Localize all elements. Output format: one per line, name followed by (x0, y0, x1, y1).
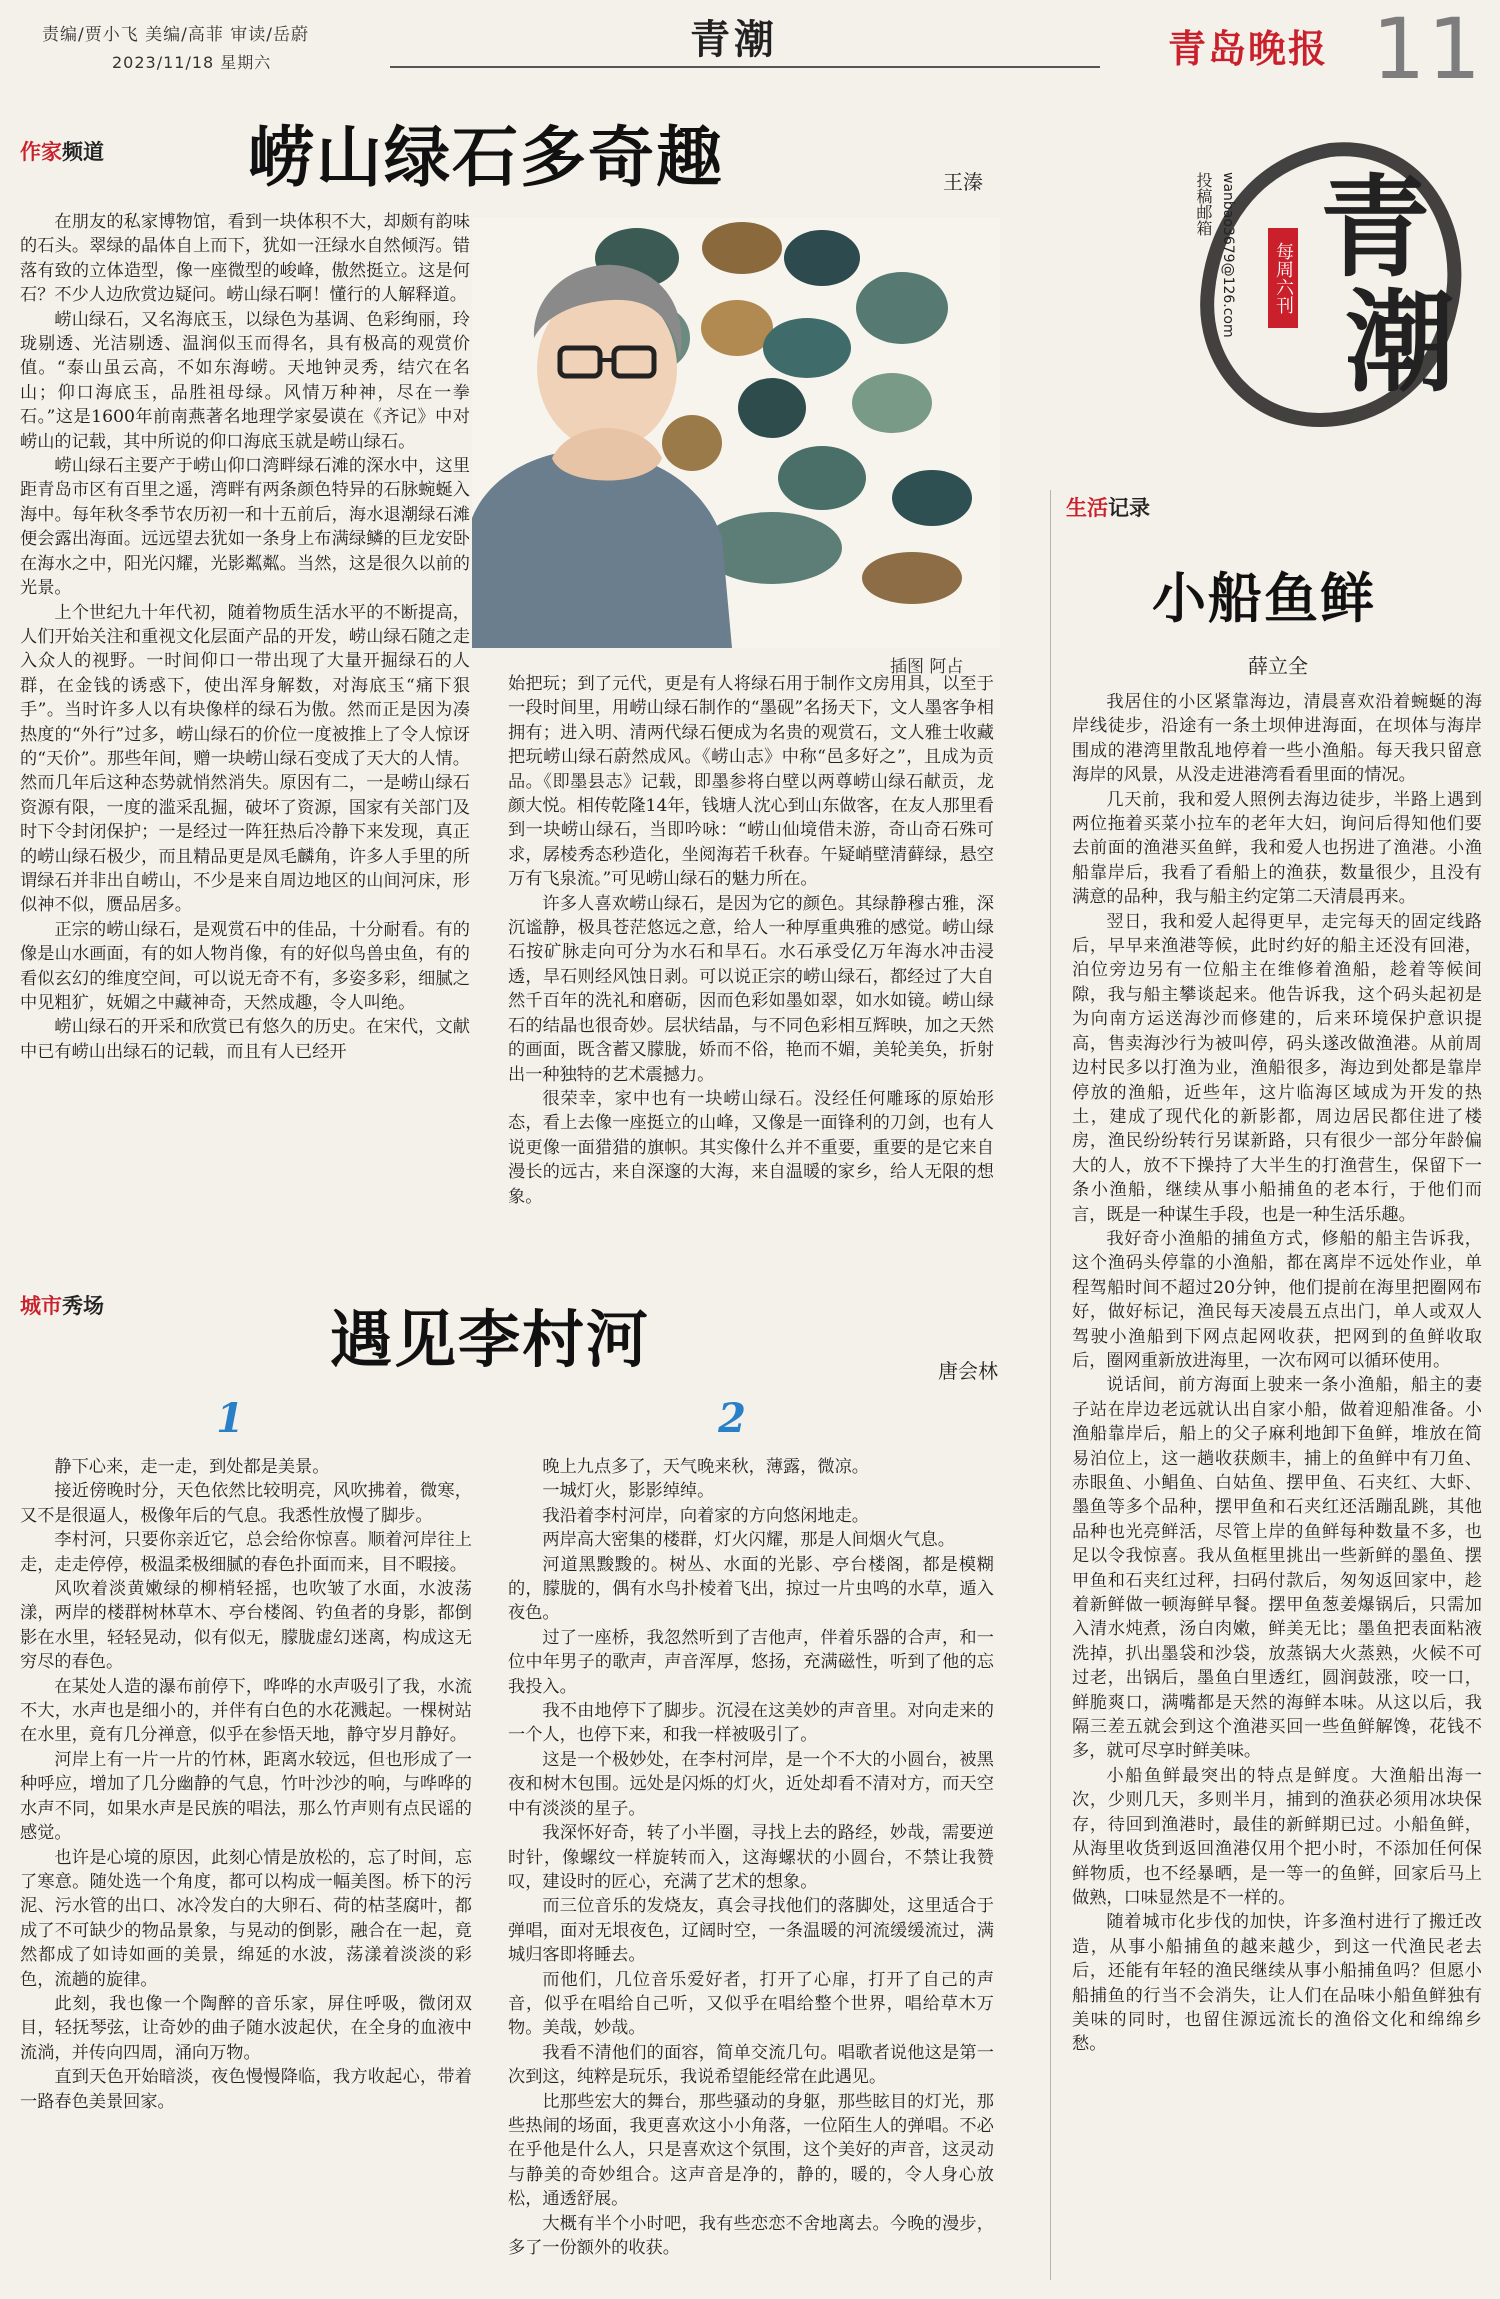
column-tag-rest: 秀场 (62, 1294, 104, 1318)
article1-paragraph: 许多人喜欢崂山绿石，是因为它的颜色。其绿静穆古雅，深沉谧静，极具苍茫悠远之意，给人一种厚重典雅的感觉。崂山绿石按矿脉走向可分为水石和旱石。水石承受亿万年海水冲击浸透，旱石则经风蚀日剥。可以说正宗的崂山绿石，都经过了大自然千百年的洗礼和磨砺，因而色彩如墨如翠，如水如镜。崂山绿石的结晶也很奇妙。层状结晶，与不同色彩相互辉映，加之天然的画面，既含蓄又朦胧，娇而不俗，艳而不媚，美轮美奂，折射出一种独特的艺术震撼力。 (508, 893, 994, 1085)
article1-illustration (472, 218, 1000, 648)
article2-paragraph: 过了一座桥，我忽然听到了吉他声，伴着乐器的合声，和一位中年男子的歌声，声音浑厚，悠扬，充满磁性，听到了他的忘我投入。 (508, 1627, 994, 1697)
page-number: 11 (1372, 0, 1483, 98)
article2-paragraph: 李村河，只要你亲近它，总会给你惊喜。顺着河岸往上走，走走停停，极温柔极细腻的春色扑面而来，目不暇接。 (20, 1530, 472, 1575)
column-tag-city (20, 1290, 104, 1320)
article3-author: 薛立全 (1248, 654, 1308, 678)
article1-paragraph: 始把玩；到了元代，更是有人将绿石用于制作文房用具，以至于一段时间里，用崂山绿石制作的“墨砚”名扬天下，文人墨客争相拥有；进入明、清两代绿石便成为名贵的观赏石，文人雅士收藏把玩崂山绿石蔚然成风。《崂山志》中称“邑多好之”，且成为贡品。《即墨县志》记载，即墨参将白壁以两尊崂山绿石献贡，龙颜大悦。相传乾隆14年，钱塘人沈心到山东做客，在友人那里看到一块崂山绿石，当即吟咏：“崂山仙境借未游，奇山奇石殊可求，孱棱秀态秒造化，坐阅海若千秋春。午疑峭壁清藓绿，悬空万有飞泉流。”可见崂山绿石的魅力所在。 (508, 674, 994, 890)
editor-line: 责编/贾小飞 美编/高菲 审读/岳蔚 (42, 25, 309, 45)
column-tag-rest: 频道 (62, 140, 104, 164)
article2-paragraph: 我沿着李村河岸，向着家的方向悠闲地走。 (542, 1505, 869, 1526)
article2-paragraph: 而三位音乐的发烧友，真会寻找他们的落脚处，这里适合于弹唱，面对无垠夜色，辽阔时空，一条温暖的河流缓缓流过，满城归客即将睡去。 (508, 1896, 994, 1966)
article2-paragraph: 在某处人造的瀑布前停下，哗哗的水声吸引了我，水流不大，水声也是细小的，并伴有白色的水花溅起。一棵树站在水里，竟有几分禅意，似乎在参悟天地，静守岁月静好。 (20, 1676, 472, 1746)
article1-right-column (508, 672, 994, 1272)
article2-title: 遇见李村河 (330, 1303, 651, 1376)
man-with-stones-illustration (472, 218, 1000, 648)
article2-paragraph: 直到天色开始暗淡，夜色慢慢降临，我方收起心，带着一路春色美景回家。 (20, 2067, 472, 2112)
article2-paragraph: 比那些宏大的舞台，那些骚动的身躯，那些眩目的灯光，那些热闹的场面，我更喜欢这小小角落，一位陌生人的弹唱。不必在乎他是什么人，只是喜欢这个氛围，这个美好的声音，这灵动与静美的奇妙组合。这声音是净的，静的，暖的，令人身心放松，通透舒展。 (508, 2091, 994, 2210)
section-seal (1180, 120, 1480, 460)
article3-paragraph: 随着城市化步伐的加快，许多渔村进行了搬迁改造，从事小船捕鱼的越来越少，到这一代渔民老去后，还能有年轻的渔民继续从事小船捕鱼吗？但愿小船捕鱼的行当不会消失，让人们在品味小船鱼鲜独有美味的同时，也留住源远流长的渔俗文化和绵绵乡愁。 (1072, 1912, 1482, 2055)
column-tag-rest: 记录 (1108, 496, 1150, 520)
article1-left-column (20, 210, 470, 1270)
article1-paragraph: 正宗的崂山绿石，是观赏石中的佳品，十分耐看。有的像是山水画面，有的如人物肖像，有的好似鸟兽虫鱼，有的看似玄幻的维度空间，可以说无奇不有，多姿多彩，细腻之中见粗犷，妩媚之中藏神奇，天然成趣，令人叫绝。 (20, 919, 470, 1013)
article3-column (1072, 690, 1482, 2290)
article2-paragraph: 两岸高大密集的楼群，灯火闪耀，那是人间烟火气息。 (542, 1530, 955, 1551)
column-tag-key: 作家 (20, 140, 62, 164)
article2-paragraph: 风吹着淡黄嫩绿的柳梢轻摇，也吹皱了水面，水波荡漾，两岸的楼群树林草木、亭台楼阁、钓鱼者的身影，都倒影在水里，轻轻晃动，似有似无，朦胧虚幻迷离，构成这无穷尽的春色。 (20, 1579, 472, 1673)
column-tag-writers (20, 136, 104, 166)
article2-column-1 (20, 1455, 472, 2290)
article2-column-2 (508, 1455, 994, 2290)
article2-paragraph: 一城灯火，影影绰绰。 (542, 1481, 715, 1502)
article3-paragraph: 我居住的小区紧靠海边，清晨喜欢沿着蜿蜒的海岸线徒步，沿途有一条土坝伸进海面，在坝体与海岸围成的港湾里散乱地停着一些小渔船。每天我只留意海岸的风景，从没走进港湾看看里面的情况。 (1072, 692, 1482, 786)
article2-paragraph: 河岸上有一片一片的竹林，距离水较远，但也形成了一种呼应，增加了几分幽静的气息，竹叶沙沙的响，与哗哗的水声不同，如果水声是民族的唱法，那么竹声则有点民谣的感觉。 (20, 1749, 472, 1844)
article1-paragraph: 崂山绿石主要产于崂山仰口湾畔绿石滩的深水中，这里距青岛市区有百里之遥，湾畔有两条颜色特异的石脉蜿蜒入海中。每年秋冬季节农历初一和十五前后，海水退潮绿石滩便会露出海面。远远望去犹如一条身上布满绿鳞的巨龙安卧在海水之中，阳光闪耀，光影粼粼。当然，这是很久以前的光景。 (20, 456, 470, 599)
article3-paragraph: 小船鱼鲜最突出的特点是鲜度。大渔船出海一次，少则几天，多则半月，捕到的渔获必须用冰块保存，待回到渔港时，最佳的新鲜期已过。小船鱼鲜，从海里收货到返回渔港仅用个把小时，不添加任何保鲜物质，也不经暴晒，是一等一的鱼鲜，回家后马上做熟，口味显然是不一样的。 (1072, 1765, 1482, 1908)
article2-paragraph: 大概有半个小时吧，我有些恋恋不舍地离去。今晚的漫步，多了一份额外的收获。 (508, 2213, 994, 2258)
seal-email: wanbao3679@126.com (1220, 172, 1236, 338)
article1-caption: 插图 阿占 (890, 657, 964, 677)
column-tag-key: 城市 (20, 1294, 62, 1318)
section-number-2: 2 (718, 1395, 746, 1442)
column-tag-key: 生活 (1066, 496, 1108, 520)
seal-label: 投稿邮箱 (1194, 172, 1213, 236)
paper-name: 青岛晚报 (1168, 26, 1329, 71)
article2-paragraph: 我深怀好奇，转了小半圈，寻找上去的路经，妙哉，需要逆时针，像螺纹一样旋转而入，这海螺状的小圆台，不禁让我赞叹，建设时的匠心，充满了艺术的想象。 (508, 1823, 994, 1892)
article3-title: 小船鱼鲜 (1152, 567, 1376, 630)
article1-paragraph: 在朋友的私家博物馆，看到一块体积不大，却颇有韵味的石头。翠绿的晶体自上而下，犹如一汪绿水自然倾泻。错落有致的立体造型，像一座微型的峻峰，傲然挺立。这是何石？不少人边欣赏边疑问。崂山绿石啊！懂行的人解释道。 (20, 212, 470, 306)
masthead-rule (390, 66, 1100, 68)
column-divider (1050, 490, 1051, 2280)
article2-paragraph: 接近傍晚时分，天色依然比较明亮，风吹拂着，微寒，又不是很逼人，极像年后的气息。我悉性放慢了脚步。 (20, 1481, 472, 1526)
article2-paragraph: 也许是心境的原因，此刻心情是放松的，忘了时间，忘了寒意。随处选一个角度，都可以构成一幅美图。桥下的污泥、污水管的出口、冰冷发白的大卵石、荷的枯茎腐叶，都成了不可缺少的物品景象，与晃动的倒影，融合在一起，竟然都成了如诗如画的美景，绵延的水波，荡漾着淡淡的彩色，流趟的旋律。 (20, 1847, 472, 1990)
article2-paragraph: 晚上九点多了，天气晚来秋，薄露，微凉。 (542, 1457, 869, 1477)
article3-paragraph: 几天前，我和爱人照例去海边徒步，半路上遇到两位拖着买菜小拉车的老年大妇，询问后得知他们要去前面的渔港买鱼鲜，我和爱人也拐进了渔港。小渔船靠岸后，我看了看船上的渔获，数量很少，且没有满意的品种，我与船主约定第二天清晨再来。 (1072, 789, 1482, 908)
section-title: 青潮 (690, 17, 778, 63)
section-number-1: 1 (216, 1395, 244, 1442)
seal-stamp: 每周六刊 (1268, 228, 1298, 328)
seal-char-1: 青 (1320, 163, 1430, 292)
article2-paragraph: 我看不清他们的面容，简单交流几句。唱歌者说他这是第一次到这，纯粹是玩乐，我说希望能经常在此遇见。 (508, 2042, 994, 2088)
article1-paragraph: 崂山绿石，又名海底玉，以绿色为基调、色彩绚丽，玲珑剔透、光洁剔透、温润似玉而得名，具有极高的观赏价值。“泰山虽云高，不如东海崂。天地钟灵秀，结穴在名山；仰口海底玉，品胜祖母绿。风情万种神，尽在一拳石。”这是1600年前南燕著名地理学家晏谟在《齐记》中对崂山的记载，其中所说的仰口海底玉就是崂山绿石。 (20, 309, 470, 452)
article1-paragraph: 上个世纪九十年代初，随着物质生活水平的不断提高，人们开始关注和重视文化层面产品的开发，崂山绿石随之走入众人的视野。一时间仰口一带出现了大量开掘绿石的人群，在金钱的诱惑下，使出浑身解数，对海底玉“痛下狠手”。当时许多人以有块像样的绿石为傲。然而正是因为凑热度的“外行”过多，崂山绿石的价位一度被推上了令人惊讶的“天价”。那些年间，赠一块崂山绿石变成了天大的人情。然而几年后这种态势就悄然消失。原因有二，一是崂山绿石资源有限，一度的滥采乱掘，破坏了资源，国家有关部门及时下令封闭保护；一是经过一阵狂热后冷静下来发现，真正的崂山绿石极少，而且精品更是凤毛麟角，许多人手里的所谓绿石并非出自崂山，不少是来自周边地区的山间河床，形似神不似，赝品居多。 (20, 602, 470, 916)
seal-char-2: 潮 (1345, 278, 1455, 407)
article2-paragraph: 而他们，几位音乐爱好者，打开了心扉，打开了自己的声音，似乎在唱给自己听，又似乎在唱给整个世界，唱给草木万物。美哉，妙哉。 (508, 1969, 994, 2039)
article1-author: 王溱 (943, 170, 983, 194)
article2-paragraph: 这是一个极妙处，在李村河岸，是一个不大的小圆台，被黑夜和树木包围。远处是闪烁的灯火，近处却看不清对方，而天空中有淡淡的星子。 (508, 1749, 994, 1819)
article1-paragraph: 很荣幸，家中也有一块崂山绿石。没经任何雕琢的原始形态，看上去像一座挺立的山峰，又像是一面锋利的刀剑，也有人说更像一面猎猎的旗帜。其实像什么并不重要，重要的是它来自漫长的远古，来自深邃的大海，来自温暖的家乡，给人无限的想象。 (508, 1088, 994, 1207)
date-line: 2023/11/18 星期六 (112, 53, 272, 72)
article2-paragraph: 静下心来，走一走，到处都是美景。 (54, 1457, 330, 1477)
article1-title: 崂山绿石多奇趣 (248, 119, 724, 196)
article1-paragraph: 崂山绿石的开采和欣赏已有悠久的历史。在宋代，文献中已有崂山出绿石的记载，而且有人已经开 (20, 1017, 470, 1062)
article3-paragraph: 我好奇小渔船的捕鱼方式，修船的船主告诉我，这个渔码头停靠的小渔船，都在离岸不远处作业，单程驾船时间不超过20分钟，他们提前在海里把圈网布好，做好标记，渔民每天凌晨五点出门，单人或双人驾驶小渔船到下网点起网收获，把网到的鱼鲜收取后，圈网重新放进海里，一次布网可以循环使用。 (1072, 1228, 1482, 1371)
column-tag-life (1066, 492, 1150, 522)
article3-paragraph: 说话间，前方海面上驶来一条小渔船，船主的妻子站在岸边老远就认出自家小船，做着迎船准备。小渔船靠岸后，船上的父子麻利地卸下鱼鲜，堆放在简易泊位上，这一趟收获颇丰，捕上的鱼鲜中有刀鱼、赤眼鱼、小鲳鱼、白姑鱼、摆甲鱼、石夹红、大虾、墨鱼等多个品种，摆甲鱼和石夹红还活蹦乱跳，其他品种也光亮鲜活，尽管上岸的鱼鲜每种数量不多，也足以令我惊喜。我从鱼框里挑出一些新鲜的墨鱼、摆甲鱼和石夹红过秤，扫码付款后，匆匆返回家中，趁着新鲜做一顿海鲜早餐。摆甲鱼葱姜爆锅后，只需加入清水炖煮，汤白肉嫩，鲜美无比；墨鱼把表面粘液洗掉，扒出墨袋和沙袋，放蒸锅大火蒸熟，火候不可过老，出锅后，墨鱼白里透红，圆润鼓涨，咬一口，鲜脆爽口，满嘴都是天然的海鲜本味。从这以后，我隔三差五就会到这个渔港买回一些鱼鲜解馋，花钱不多，就可尽享时鲜美味。 (1072, 1375, 1482, 1762)
article2-paragraph: 此刻，我也像一个陶醉的音乐家，屏住呼吸，微闭双目，轻抚琴弦，让奇妙的曲子随水波起伏，在全身的血液中流淌，并传向四周，涌向万物。 (20, 1993, 472, 2063)
article2-paragraph: 我不由地停下了脚步。沉浸在这美妙的声音里。对向走来的一个人，也停下来，和我一样被吸引了。 (508, 1701, 994, 1746)
article2-paragraph: 河道黑黢黢的。树丛、水面的光影、亭台楼阁，都是模糊的，朦胧的，偶有水鸟扑棱着飞出，掠过一片虫鸣的水草，遁入夜色。 (508, 1554, 994, 1624)
article2-author: 唐会林 (938, 1359, 998, 1383)
article3-paragraph: 翌日，我和爱人起得更早，走完每天的固定线路后，早早来渔港等候，此时约好的船主还没有回港，泊位旁边另有一位船主在维修着渔船，趁着等候间隙，我与船主攀谈起来。他告诉我，这个码头起初是为向南方运送海沙而修建的，后来环境保护意识提高，售卖海沙行为被叫停，码头遂改做渔港。从前周边村民多以打渔为业，渔船很多，海边到处都是靠岸停放的渔船，近些年，这片临海区域成为开发的热土，建成了现代化的新影都，周边居民都住进了楼房，渔民纷纷转行另谋新路，只有很少一部分年龄偏大的人，放不下操持了大半生的打渔营生，保留下一条小渔船，继续从事小船捕鱼的老本行，于他们而言，既是一种谋生手段，也是一种生活乐趣。 (1072, 911, 1482, 1225)
